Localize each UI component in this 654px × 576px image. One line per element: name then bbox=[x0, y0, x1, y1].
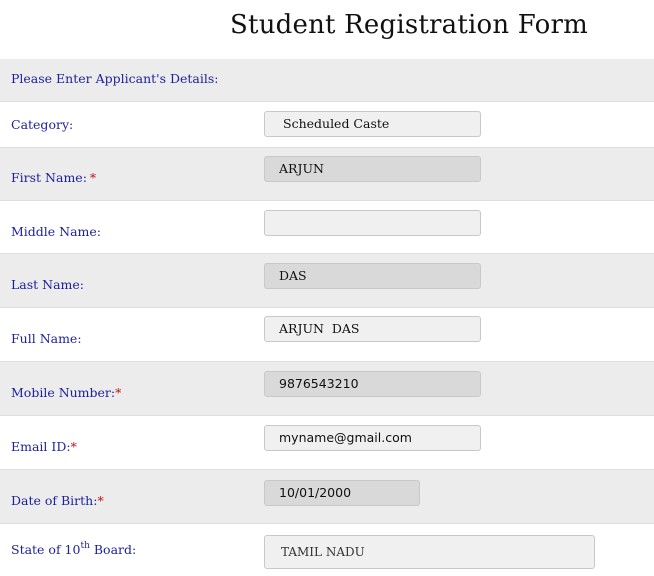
full-name-label: Full Name: bbox=[11, 331, 82, 346]
category-row bbox=[0, 102, 654, 148]
last-name-row bbox=[0, 254, 654, 308]
first-name-row bbox=[0, 148, 654, 201]
required-mark: * bbox=[89, 170, 97, 185]
middle-name-row bbox=[0, 201, 654, 254]
full-name-input[interactable]: ARJUN DAS bbox=[264, 316, 481, 342]
section-header: Please Enter Applicant's Details: bbox=[11, 71, 219, 86]
dob-input[interactable]: 10/01/2000 bbox=[264, 480, 420, 506]
category-label: Category: bbox=[11, 117, 74, 132]
email-input[interactable]: myname@gmail.com bbox=[264, 425, 481, 451]
section-header-row bbox=[0, 59, 654, 102]
category-field[interactable]: Scheduled Caste bbox=[264, 111, 481, 137]
required-mark: * bbox=[70, 439, 77, 454]
first-name-label: First Name: * bbox=[11, 170, 97, 185]
board-state-field[interactable]: TAMIL NADU bbox=[264, 535, 595, 569]
required-mark: * bbox=[97, 493, 104, 508]
email-label: Email ID:* bbox=[11, 439, 77, 454]
page-title: Student Registration Form bbox=[230, 10, 588, 40]
registration-form bbox=[0, 59, 654, 576]
mobile-input[interactable]: 9876543210 bbox=[264, 371, 481, 397]
middle-name-label: Middle Name: bbox=[11, 224, 102, 239]
board-state-label: State of 10th Board: bbox=[11, 541, 137, 558]
last-name-label: Last Name: bbox=[11, 277, 85, 292]
required-mark: * bbox=[115, 385, 122, 400]
mobile-row bbox=[0, 362, 654, 416]
board-state-row bbox=[0, 524, 654, 576]
email-row bbox=[0, 416, 654, 470]
dob-label: Date of Birth:* bbox=[11, 493, 104, 508]
last-name-input[interactable]: DAS bbox=[264, 263, 481, 289]
middle-name-input[interactable] bbox=[264, 210, 481, 236]
first-name-input[interactable]: ARJUN bbox=[264, 156, 481, 182]
mobile-label: Mobile Number:* bbox=[11, 385, 122, 400]
dob-row bbox=[0, 470, 654, 524]
full-name-row bbox=[0, 308, 654, 362]
